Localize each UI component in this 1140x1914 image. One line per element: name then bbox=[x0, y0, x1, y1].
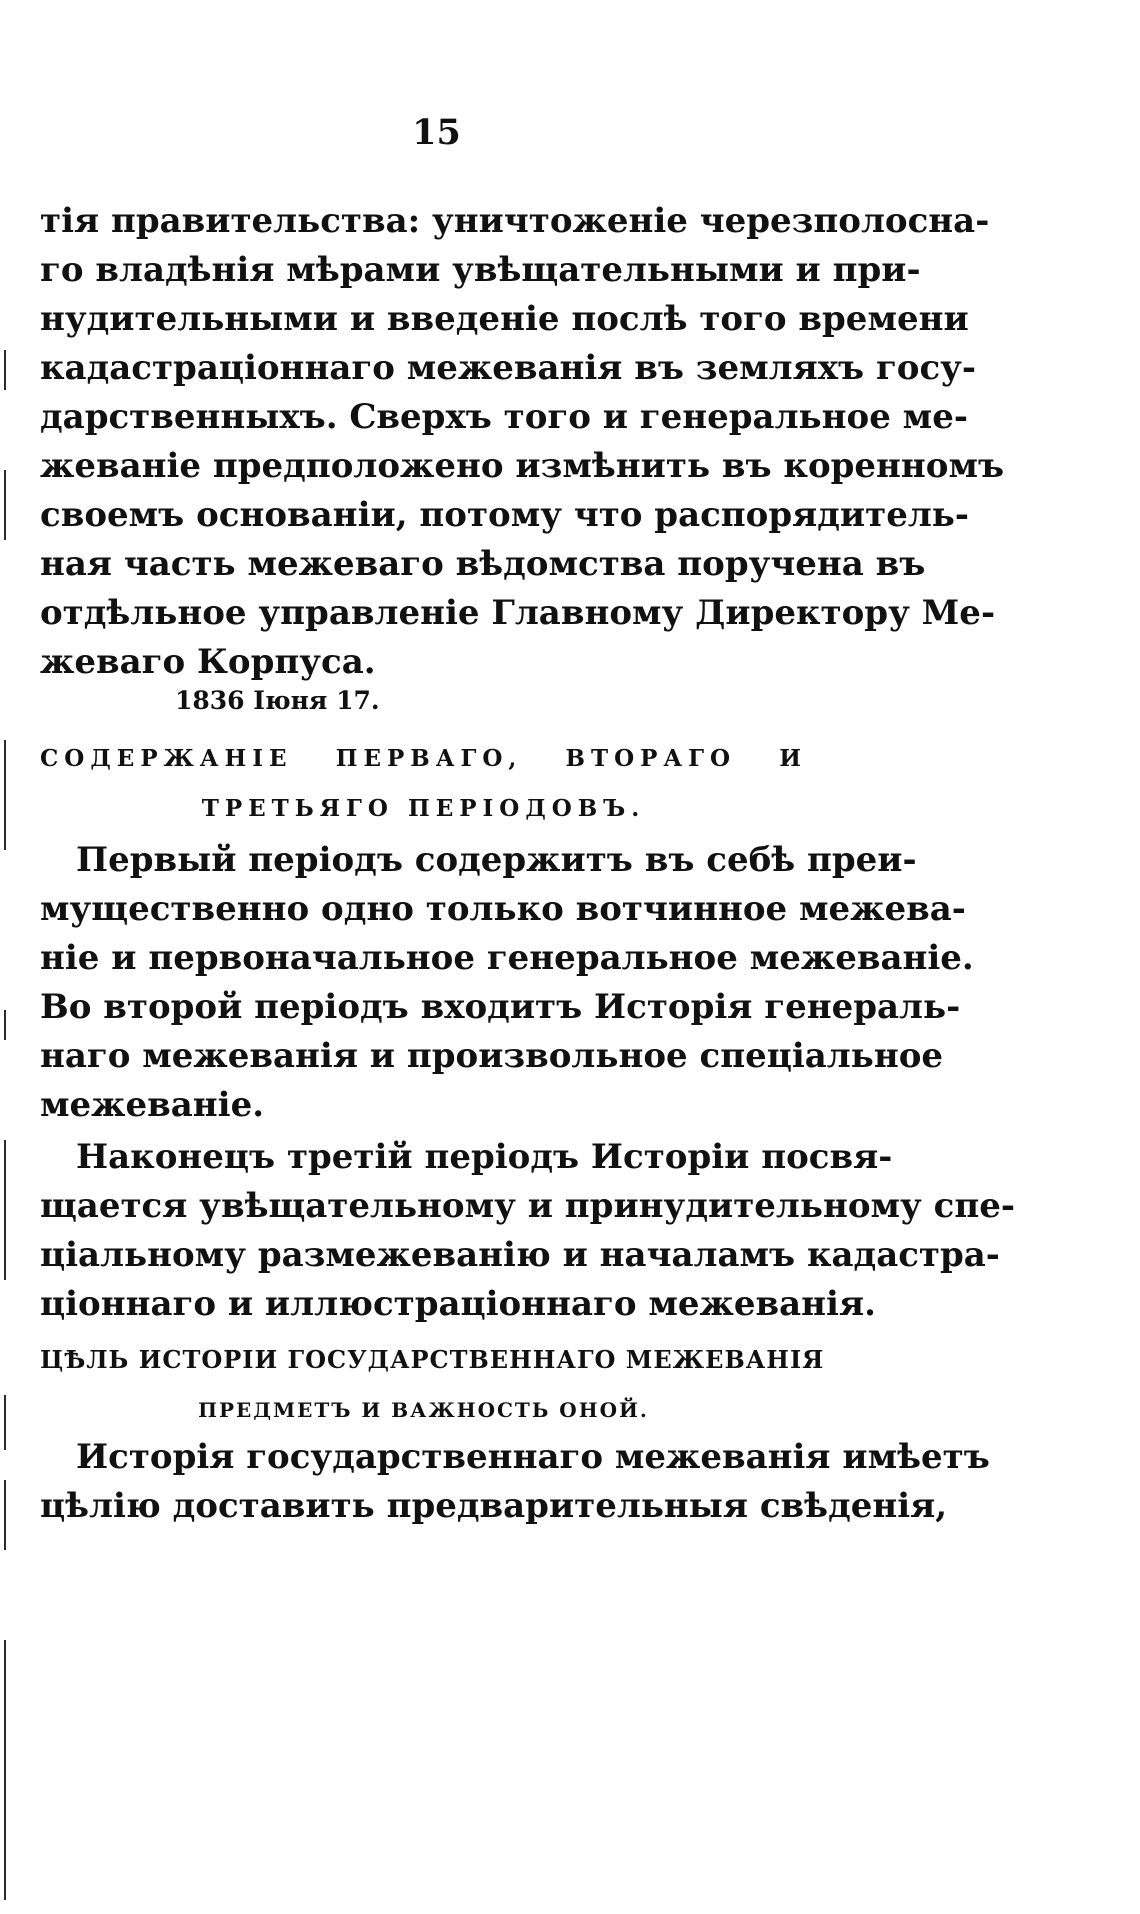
paragraph-periods bbox=[40, 836, 974, 1130]
edge-mark bbox=[4, 1140, 6, 1280]
heading-line: ЦѢЛЬ ИСТОРІИ ГОСУДАРСТВЕННАГО МЕЖЕВАНІЯ bbox=[40, 1345, 825, 1374]
text-line: ная часть межеваго вѣдомства поручена въ bbox=[40, 544, 926, 584]
text-line: наго межеванія и произвольное спеціальное bbox=[40, 1036, 944, 1076]
text-line: цѣлію доставить предварительныя свѣденія, bbox=[40, 1486, 948, 1526]
text-line: го владѣнія мѣрами увѣщательными и при- bbox=[40, 250, 921, 290]
edge-mark bbox=[4, 470, 6, 540]
text-line: Во второй періодъ входитъ Исторія генераль- bbox=[40, 987, 961, 1027]
text-line: отдѣльное управленіе Главному Директору Ме- bbox=[40, 593, 996, 633]
page-number: 15 bbox=[412, 112, 461, 153]
edge-mark bbox=[4, 350, 6, 390]
edge-mark bbox=[4, 1640, 6, 1900]
text-line: нудительными и введеніе послѣ того времени bbox=[40, 299, 969, 339]
edge-mark bbox=[4, 1480, 6, 1550]
text-line: мущественно одно только вотчинное межева- bbox=[40, 889, 966, 929]
section-heading-purpose bbox=[40, 1335, 825, 1435]
edge-mark bbox=[4, 1395, 6, 1450]
paragraph-continuation bbox=[40, 197, 1005, 687]
edge-mark bbox=[4, 740, 6, 850]
text-line: ціоннаго и иллюстраціоннаго межеванія. bbox=[40, 1284, 876, 1324]
heading-line: ТРЕТЬЯГО ПЕРІОДОВЪ. bbox=[201, 795, 646, 822]
date-note: 1836 Іюня 17. bbox=[175, 686, 380, 715]
page-edge-marks bbox=[0, 0, 16, 1914]
text-line: жеваго Корпуса. bbox=[40, 642, 376, 682]
text-line: межеваніе. bbox=[40, 1085, 265, 1125]
text-line: Исторія государственнаго межеванія имѣетъ bbox=[76, 1437, 990, 1477]
text-line: ціальному размежеванію и началамъ кадастра- bbox=[40, 1235, 1000, 1275]
text-line: жеваніе предположено измѣнить въ коренномъ bbox=[40, 446, 1005, 486]
text-line: своемъ основаніи, потому что распорядитель- bbox=[40, 495, 969, 535]
text-line: кадастраціоннаго межеванія въ земляхъ госу- bbox=[40, 348, 977, 388]
text-line: тія правительства: уничтоженіе черезполосна- bbox=[40, 201, 990, 241]
text-line: ніе и первоначальное генеральное межеваніе. bbox=[40, 938, 974, 978]
edge-mark bbox=[4, 1010, 6, 1040]
section-heading-periods bbox=[40, 734, 807, 834]
text-line: Первый періодъ содержитъ въ себѣ преи- bbox=[76, 840, 917, 880]
paragraph-purpose bbox=[40, 1433, 990, 1531]
heading-line: СОДЕРЖАНІЕ ПЕРВАГО, ВТОРАГО И bbox=[40, 745, 807, 772]
paragraph-third-period bbox=[40, 1133, 1015, 1329]
heading-line: ПРЕДМЕТЪ И ВАЖНОСТЬ ОНОЙ. bbox=[198, 1398, 649, 1422]
text-line: щается увѣщательному и принудительному спе- bbox=[40, 1186, 1015, 1226]
text-line: дарственныхъ. Сверхъ того и генеральное ме- bbox=[40, 397, 968, 437]
text-line: Наконецъ третій періодъ Исторіи посвя- bbox=[76, 1137, 893, 1177]
